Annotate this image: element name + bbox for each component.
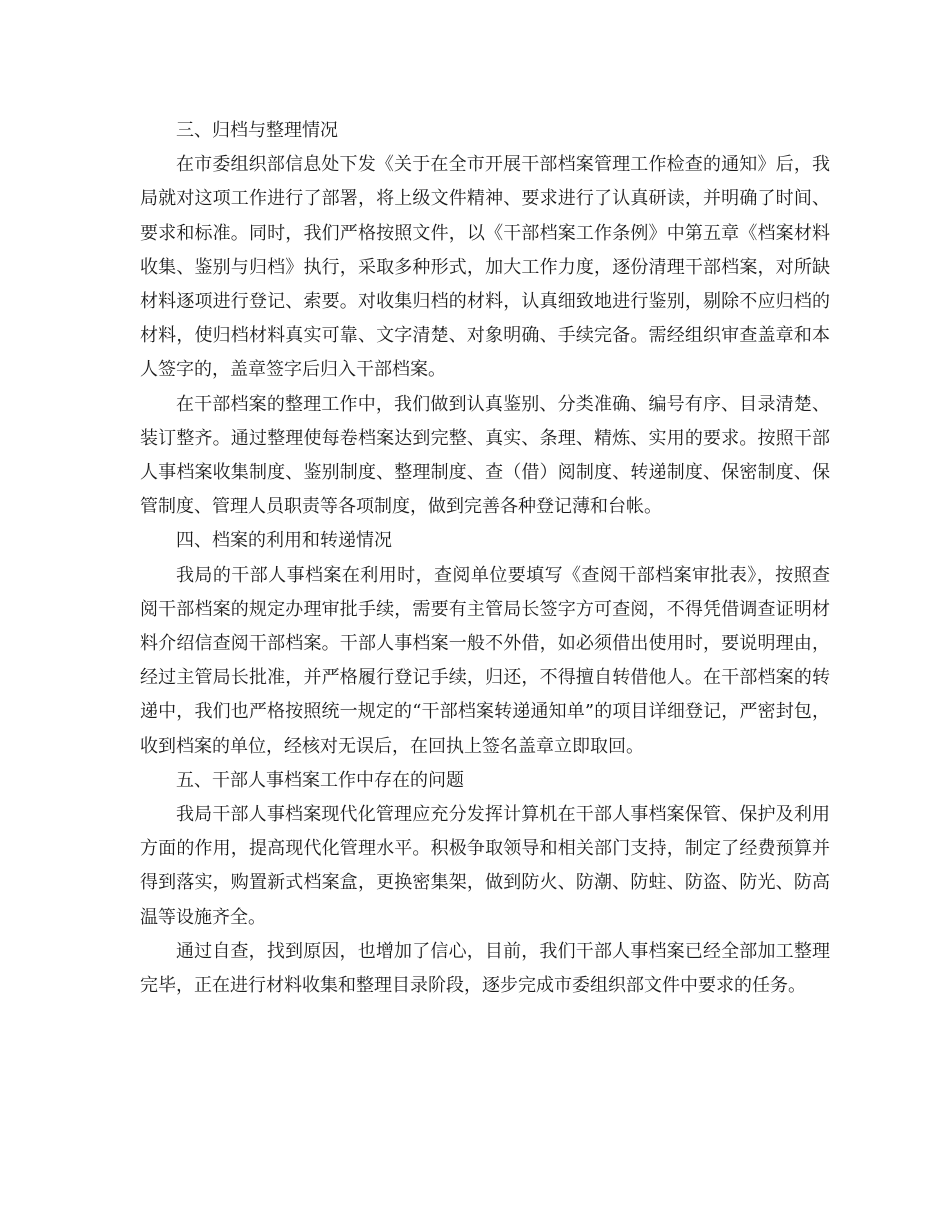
paragraph: 在市委组织部信息处下发《关于在全市开展干部档案管理工作检查的通知》后，我局就对这项工作进行了部署，将上级文件精神、要求进行了认真研读，并明确了时间、要求和标准。同时，我们严格按照文件，以《干部档案工作条例》中第五章《档案材料收集、鉴别与归档》执行，采取多种形式，加大工作力度，逐份清理干部档案，对所缺材料逐项进行登记、索要。对收集归档的材料，认真细致地进行鉴别，剔除不应归档的材料，使归档材料真实可靠、文字清楚、对象明确、手续完备。需经组织审查盖章和本人签字的，盖章签字后归入干部档案。: [140, 154, 830, 381]
section-heading-4: 四、档案的利用和转递情况: [176, 530, 392, 552]
section-heading-3: 三、归档与整理情况: [176, 120, 338, 141]
paragraph: 我局干部人事档案现代化管理应充分发挥计算机在干部人事档案保管、保护及利用方面的作用，提高现代化管理水平。积极争取领导和相关部门支持，制定了经费预算并得到落实，购置新式档案盒，更换密集架，做到防火、防潮、防蛀、防盗、防光、防高温等设施齐全。: [140, 804, 830, 928]
paragraph: 通过自查，找到原因，也增加了信心，目前，我们干部人事档案已经全部加工整理完毕，正在进行材料收集和整理目录阶段，逐步完成市委组织部文件中要求的任务。: [140, 940, 830, 997]
section-heading-5: 五、干部人事档案工作中存在的问题: [176, 769, 464, 791]
paragraph: 我局的干部人事档案在利用时，查阅单位要填写《查阅干部档案审批表》，按照查阅干部档案的规定办理审批手续，需要有主管局长签字方可查阅，不得凭借调查证明材料介绍信查阅干部档案。干部人事档案一般不外借，如必须借出使用时，要说明理由，经过主管局长批准，并严格履行登记手续，归还，不得擅自转借他人。在干部档案的转递中，我们也严格按照统一规定的“干部档案转递通知单”的项目详细登记，严密封包，收到档案的单位，经核对无误后，在回执上签名盖章立即取回。: [140, 564, 830, 757]
paragraph: 在干部档案的整理工作中，我们做到认真鉴别、分类准确、编号有序、目录清楚、装订整齐。通过整理使每卷档案达到完整、真实、条理、精炼、实用的要求。按照干部人事档案收集制度、鉴别制度、整理制度、查（借）阅制度、转递制度、保密制度、保管制度、管理人员职责等各项制度，做到完善各种登记薄和台帐。: [140, 393, 830, 518]
document-body: [140, 114, 830, 1003]
